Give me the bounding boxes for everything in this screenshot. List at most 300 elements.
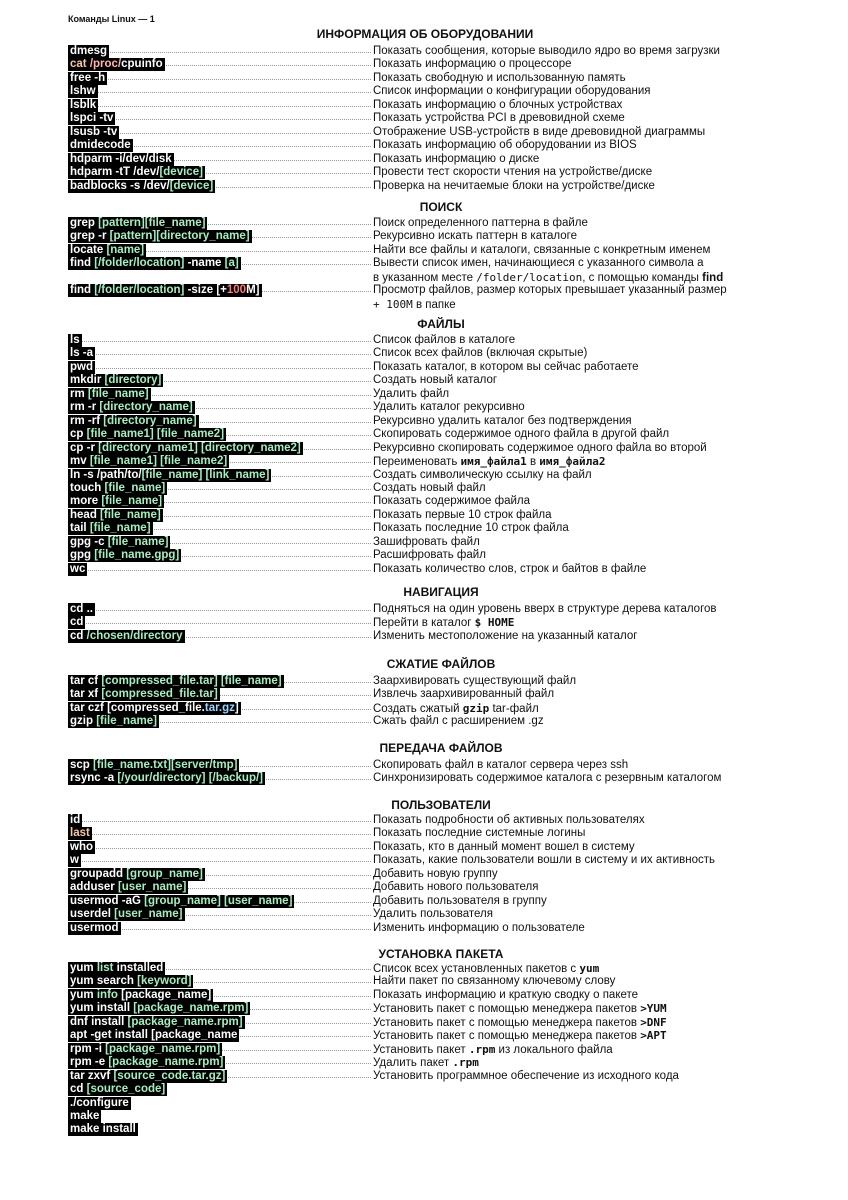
description-part: Установить пакет с помощью менеджера пакетов <box>373 1030 641 1043</box>
section-title-compression: СЖАТИЕ ФАЙЛОВ <box>386 657 496 671</box>
command-code <box>68 759 239 772</box>
command-description <box>373 85 651 98</box>
command-code <box>68 908 185 921</box>
description-part: Зашифровать файл <box>373 535 480 548</box>
command-description <box>373 1016 667 1030</box>
command-description <box>373 284 727 297</box>
description-part: Показать, кто в данный момент вошел в систему <box>373 840 635 853</box>
command-description <box>373 45 720 58</box>
command-part: [source_code.tar.gz] <box>113 1069 226 1082</box>
description-part: Рекурсивно удалить каталог без подтверждения <box>373 414 632 427</box>
command-row-compression <box>68 702 780 715</box>
command-row-users <box>68 827 780 840</box>
command-row-search <box>68 217 780 230</box>
description-part: Переименовать <box>373 456 461 469</box>
command-row-search <box>68 230 780 243</box>
description-part: Скопировать файл в каталог сервера через ssh <box>373 759 629 771</box>
command-part: [file_name.txt][server/tmp] <box>93 759 238 771</box>
command-row-files <box>68 549 780 562</box>
command-part: [directory] <box>104 374 162 387</box>
command-row-navigation <box>68 603 780 616</box>
command-code <box>68 1016 245 1029</box>
command-row-hardware <box>68 72 780 85</box>
command-code <box>68 72 107 85</box>
command-description <box>373 536 480 549</box>
command-part: info <box>96 988 118 1001</box>
dotted-leader <box>76 354 371 355</box>
command-part: [file_name] <box>100 508 161 521</box>
command-part: find <box>70 284 95 297</box>
command-part: cd <box>70 1083 87 1096</box>
command-row-files <box>68 428 780 441</box>
command-part: ./configure <box>70 1096 129 1109</box>
description-part: Извлечь заархивированный файл <box>373 688 555 701</box>
command-part: tar xf <box>70 688 102 701</box>
command-part: lsusb -tv <box>70 125 118 138</box>
dotted-leader <box>76 368 371 369</box>
command-code <box>68 895 294 908</box>
section-title-hardware: ИНФОРМАЦИЯ ОБ ОБОРУДОВАНИИ <box>316 27 534 41</box>
command-row-hardware <box>68 85 780 98</box>
command-code <box>68 495 164 508</box>
command-row-files <box>68 415 780 428</box>
description-part: .rpm <box>468 1042 496 1056</box>
description-part: Показать количество слов, строк и байтов в файле <box>373 562 647 575</box>
command-part: rsync -a <box>70 772 118 785</box>
command-code <box>68 1083 167 1096</box>
command-row-hardware <box>68 153 780 166</box>
command-code <box>68 989 213 1002</box>
description-part: Показать информацию о процессоре <box>373 58 572 71</box>
command-row-files <box>68 495 780 508</box>
command-part: ls -a <box>70 347 94 360</box>
dotted-leader <box>76 119 371 120</box>
command-row-packages <box>68 1029 780 1042</box>
command-part: gpg <box>70 549 95 562</box>
command-row-files <box>68 482 780 495</box>
description-part: в <box>526 456 540 469</box>
command-part: [package_name.rpm] <box>105 1042 221 1055</box>
command-part: installed <box>113 962 164 974</box>
command-part: pwd <box>70 360 93 373</box>
description-part: Добавить новую группу <box>373 867 498 880</box>
description-part: Удалить каталог рекурсивно <box>373 401 525 414</box>
command-code <box>68 603 95 616</box>
command-part: adduser <box>70 881 118 894</box>
command-part: rpm -e <box>70 1056 109 1069</box>
command-code <box>68 675 284 688</box>
command-row-hardware <box>68 166 780 179</box>
command-row-packages <box>68 1083 780 1096</box>
command-part: [file_name1] [file_name2] <box>89 455 228 468</box>
command-part: cp -r <box>70 441 99 454</box>
command-code <box>68 1097 131 1110</box>
dotted-leader <box>76 848 371 849</box>
command-part: rm -rf <box>70 414 104 427</box>
command-row-transfer <box>68 759 780 772</box>
command-code <box>68 715 159 728</box>
command-part: tar czf [compressed_file. <box>70 701 205 714</box>
command-description <box>373 455 605 469</box>
description-part: Показать информацию о диске <box>373 152 540 165</box>
command-part: mkdir <box>70 374 105 387</box>
description-part: Список всех файлов (включая скрытые) <box>373 347 588 360</box>
command-part: groupadd <box>70 867 127 880</box>
command-part: [file_name] <box>104 481 166 494</box>
command-description <box>373 495 530 508</box>
command-description <box>373 772 721 785</box>
command-description <box>373 99 622 112</box>
command-code <box>68 1056 225 1069</box>
command-part: M] <box>246 284 260 297</box>
dotted-leader <box>76 834 371 835</box>
command-row-packages <box>68 1056 780 1069</box>
command-part: mv <box>70 455 90 468</box>
command-row-users <box>68 841 780 854</box>
command-description <box>373 1056 479 1070</box>
command-row-hardware <box>68 139 780 152</box>
command-row-packages <box>68 989 780 1002</box>
description-part: в указанном месте <box>373 271 477 284</box>
description-part: Найти все файлы и каталоги, связанные с конкретным именем <box>373 243 711 256</box>
command-part: [a] <box>224 257 239 270</box>
description-part: .rpm <box>452 1056 479 1070</box>
command-code <box>68 166 205 179</box>
command-part: [file_name1] [file_name2] <box>86 428 225 441</box>
command-description <box>373 827 585 840</box>
command-description <box>373 616 514 630</box>
command-description <box>373 549 486 562</box>
command-code <box>68 1002 250 1015</box>
section-title-users: ПОЛЬЗОВАТЕЛИ <box>391 798 491 812</box>
command-code <box>68 139 133 152</box>
command-code <box>68 374 163 387</box>
command-code <box>68 85 98 98</box>
command-part: [package_name.rpm] <box>133 1002 249 1015</box>
command-row-search <box>68 284 780 297</box>
command-part: /proc/ <box>89 58 122 71</box>
description-part: Синхронизировать содержимое каталога с резервным каталогом <box>373 772 722 785</box>
command-part: gpg -c <box>70 535 108 548</box>
description-part: Список информации о конфигурации оборудования <box>373 85 651 98</box>
command-row-users <box>68 814 780 827</box>
command-part: last <box>70 827 90 840</box>
description-part: Удалить пользователя <box>373 908 493 921</box>
description-part: Рекурсивно искать паттерн в каталоге <box>373 230 577 243</box>
command-part: [file_name] <box>89 522 151 535</box>
page-label: Команды Linux — 1 <box>68 14 155 24</box>
description-part: $ HOME <box>474 616 515 630</box>
command-code <box>68 334 82 347</box>
command-part: cp <box>70 428 87 441</box>
command-part: wc <box>70 562 86 575</box>
section-title-transfer: ПЕРЕДАЧА ФАЙЛОВ <box>379 741 503 755</box>
command-part: cd <box>70 616 84 629</box>
command-description <box>373 347 587 360</box>
command-description <box>373 271 723 285</box>
command-description <box>373 428 669 441</box>
command-description <box>373 388 449 401</box>
command-part: cat <box>70 58 90 71</box>
command-part: [name] <box>106 243 145 256</box>
command-row-files <box>68 361 780 374</box>
command-row-hardware <box>68 112 780 125</box>
command-code <box>68 58 165 71</box>
dotted-leader <box>76 623 371 624</box>
command-code <box>68 388 151 401</box>
command-code <box>68 881 188 894</box>
command-part: 100 <box>226 284 247 297</box>
command-part: cpuinfo <box>121 58 163 71</box>
dotted-leader <box>76 610 371 611</box>
command-part: [device] <box>159 166 203 179</box>
command-part: make install <box>70 1123 136 1136</box>
description-part: Показать информацию и краткую сводку о пакете <box>373 988 639 1001</box>
command-code <box>68 688 220 701</box>
command-code <box>68 180 215 193</box>
command-part: [file_name] <box>96 715 157 728</box>
command-description <box>373 895 547 908</box>
dotted-leader <box>76 341 371 342</box>
command-code <box>68 482 167 495</box>
command-part: [source_code] <box>86 1083 166 1096</box>
command-code <box>68 469 271 482</box>
command-code <box>68 401 195 414</box>
command-row-files <box>68 442 780 455</box>
command-description <box>373 881 539 894</box>
command-row-packages <box>68 1002 780 1015</box>
command-description <box>373 1070 679 1083</box>
command-row-files <box>68 455 780 468</box>
section-title-files: ФАЙЛЫ <box>417 317 465 331</box>
command-code <box>68 126 119 139</box>
command-description <box>373 442 707 455</box>
command-row-files <box>68 536 780 549</box>
command-part: apt -get install [package_name <box>70 1029 238 1042</box>
description-part: Добавить пользователя в группу <box>373 894 547 907</box>
command-code <box>68 922 121 935</box>
dotted-leader <box>76 52 371 53</box>
command-row-packages <box>68 975 780 988</box>
command-description <box>373 908 493 921</box>
command-row-packages <box>68 1043 780 1056</box>
command-part: [pattern][directory_name] <box>109 230 250 243</box>
command-description <box>373 257 704 270</box>
command-part: tar zxvf <box>70 1069 114 1082</box>
command-part: free -h <box>70 71 106 84</box>
command-row-files <box>68 509 780 522</box>
command-part: w <box>70 854 79 867</box>
command-part: [file_name] <box>87 387 149 400</box>
command-code <box>68 509 163 522</box>
command-part: yum search <box>70 975 138 988</box>
description-part: Показать первые 10 строк файла <box>373 508 552 521</box>
command-part: yum install <box>70 1002 134 1015</box>
description-part: Установить пакет с помощью менеджера пакетов <box>373 1003 641 1016</box>
command-part: /chosen/directory <box>86 629 183 642</box>
command-description <box>373 58 572 71</box>
command-part: [/folder/location] <box>94 257 185 270</box>
command-code <box>68 536 170 549</box>
command-part: id <box>70 814 81 826</box>
command-row-packages <box>68 1097 780 1110</box>
command-part: [file_name.gpg] <box>94 549 180 562</box>
description-part: Создать новый каталог <box>373 374 498 387</box>
command-row-users <box>68 922 780 935</box>
command-part: cd <box>70 629 87 642</box>
command-row-users <box>68 895 780 908</box>
description-part: Расшифровать файл <box>373 549 486 562</box>
command-part: find <box>70 257 95 270</box>
command-part: tar.gz <box>204 701 235 714</box>
command-description <box>373 112 625 125</box>
command-code <box>68 99 98 112</box>
description-part: в папке <box>412 298 456 311</box>
dotted-leader <box>76 570 371 571</box>
command-part: more <box>70 495 102 508</box>
command-part: tail <box>70 522 90 535</box>
command-part: [user_name] <box>114 908 183 921</box>
command-description <box>373 374 497 387</box>
description-part: Список всех установленных пакетов с <box>373 963 580 975</box>
command-description <box>373 469 592 482</box>
description-part: из локального файла <box>495 1043 613 1056</box>
command-part: [file_name] <box>101 495 163 508</box>
command-description <box>373 975 615 988</box>
command-description <box>373 401 525 414</box>
description-part: Создать новый файл <box>373 481 486 494</box>
command-part: lshw <box>70 85 96 98</box>
description-part: Найти пакет по связанному ключевому слову <box>373 975 616 988</box>
command-description <box>373 989 638 1002</box>
command-code <box>68 868 205 881</box>
command-row-transfer <box>68 772 780 785</box>
description-part: Поиск определенного паттерна в файле <box>373 217 588 229</box>
command-code <box>68 1043 222 1056</box>
command-row-hardware <box>68 99 780 112</box>
section-title-navigation: НАВИГАЦИЯ <box>403 585 479 599</box>
dotted-leader <box>76 106 371 107</box>
command-code <box>68 230 252 243</box>
command-row-search <box>68 244 780 257</box>
command-row-files <box>68 347 780 360</box>
description-part: >DNF <box>640 1015 667 1029</box>
command-row-users <box>68 908 780 921</box>
command-part: dmesg <box>70 45 108 57</box>
command-row-hardware <box>68 45 780 58</box>
command-code <box>68 244 146 257</box>
command-code <box>68 841 95 854</box>
command-description <box>373 702 539 716</box>
command-description <box>373 244 710 257</box>
command-part: dmidecode <box>70 139 131 152</box>
command-part: dnf install <box>70 1015 128 1028</box>
command-part: rm <box>70 387 88 400</box>
command-code <box>68 1110 101 1123</box>
description-part: find <box>702 271 724 284</box>
command-code <box>68 112 115 125</box>
description-part: Создать символическую ссылку на файл <box>373 468 592 481</box>
command-row-files <box>68 563 780 576</box>
dotted-leader <box>76 133 371 134</box>
command-code <box>68 962 165 975</box>
command-part: userdel <box>70 908 115 921</box>
command-row-navigation <box>68 616 780 629</box>
command-part: -size <box>184 284 217 297</box>
command-row-files <box>68 469 780 482</box>
command-row-packages <box>68 1110 780 1123</box>
command-code <box>68 975 193 988</box>
command-description <box>373 603 717 616</box>
command-description <box>373 230 577 243</box>
description-part: Удалить пакет <box>373 1057 453 1070</box>
command-row-files <box>68 334 780 347</box>
description-part: Установить программное обеспечение из исходного кода <box>373 1069 679 1082</box>
description-part: Показать информацию о блочных устройствах <box>373 98 623 111</box>
command-description <box>373 298 456 312</box>
description-part: Показать подробности об активных пользователях <box>373 814 645 826</box>
dotted-leader <box>76 92 371 93</box>
command-description <box>373 361 639 374</box>
description-part: Скопировать содержимое одного файла в другой файл <box>373 428 670 441</box>
command-code <box>68 45 109 58</box>
command-code <box>68 702 241 715</box>
description-part: Изменить информацию о пользователе <box>373 921 585 934</box>
command-part: [directory_name] <box>103 414 197 427</box>
command-part: gzip <box>70 715 97 728</box>
description-part: Показать свободную и использованную память <box>373 71 626 84</box>
command-description <box>373 563 646 576</box>
command-description <box>373 675 576 688</box>
command-row-files <box>68 401 780 414</box>
command-part: list <box>96 962 114 974</box>
dotted-leader <box>76 821 371 822</box>
command-description <box>373 814 645 827</box>
command-part: [/your/directory] [/backup/] <box>117 772 263 785</box>
command-part: [user_name] <box>117 881 187 894</box>
command-part: grep <box>70 217 99 229</box>
command-part: -name <box>184 257 225 270</box>
command-part: [compressed_file.tar] [file_name] <box>101 675 282 687</box>
command-row-compression <box>68 675 780 688</box>
command-code <box>68 854 81 867</box>
description-part: Удалить файл <box>373 387 450 400</box>
command-code <box>68 1029 239 1042</box>
command-description <box>373 217 588 230</box>
description-part: Отображение USB-устройств в виде древовидной диаграммы <box>373 125 706 138</box>
command-description <box>373 1002 667 1016</box>
command-code <box>68 630 185 643</box>
description-part: Установить пакет с помощью менеджера пакетов <box>373 1016 641 1029</box>
description-part: Список файлов в каталоге <box>373 334 516 346</box>
description-part: Показать содержимое файла <box>373 495 531 508</box>
command-description <box>373 415 632 428</box>
command-row-users <box>68 868 780 881</box>
command-row-search <box>68 298 780 311</box>
description-part: >YUM <box>640 1002 667 1016</box>
command-description <box>373 153 539 166</box>
dotted-leader <box>76 79 371 80</box>
description-part: Сжать файл с расширением .gz <box>373 715 544 728</box>
command-row-files <box>68 388 780 401</box>
command-code <box>68 814 82 827</box>
description-part: tar-файл <box>489 702 539 715</box>
command-description <box>373 334 515 347</box>
command-description <box>373 630 637 643</box>
section-title-search: ПОИСК <box>419 200 463 214</box>
command-code <box>68 455 229 468</box>
description-part: Вывести список имен, начинающиеся с указанного символа a <box>373 257 704 270</box>
